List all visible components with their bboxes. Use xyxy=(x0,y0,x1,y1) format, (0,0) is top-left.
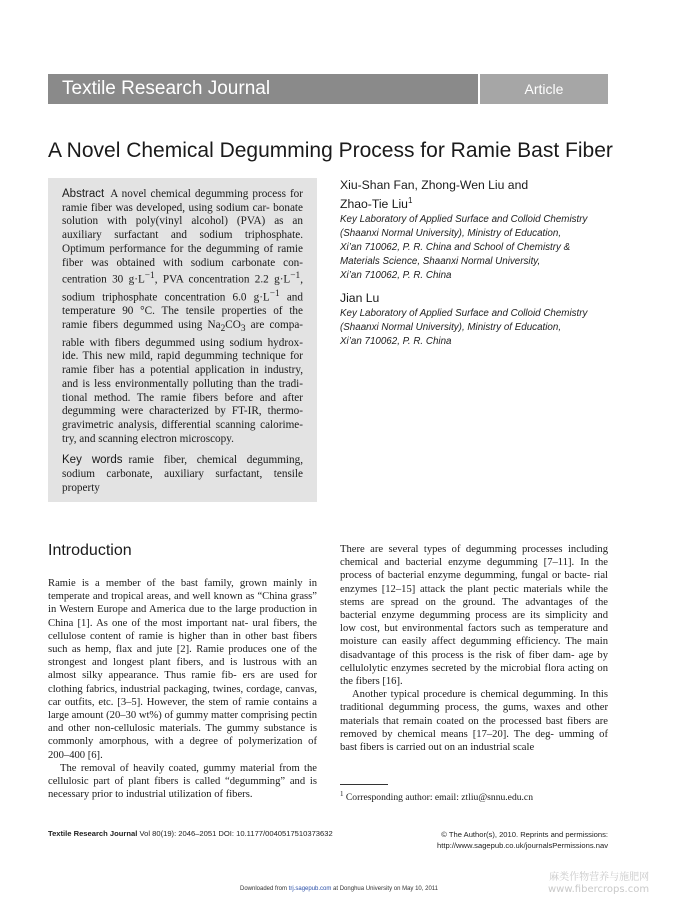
abstract-text-10: are compa- rable with fibers degummed using sodium hydrox- ide. This new mild, rapid degumming technique for ramie fiber has a potential application in industry, and is less environmentally polluting than the tradi- tional method. The ramie fibers before and after degumming were characterized by FT-IR, thermo- gravimetric analysis, differential scanning calorime- try, and scanning electron microscopy. xyxy=(62,318,304,445)
intro-column-2 xyxy=(340,543,608,754)
affiliation-line: Key Laboratory of Applied Surface and Colloid Chemistry xyxy=(340,308,588,319)
affiliation-line: Materials Science, Shaanxi Normal University, xyxy=(340,255,541,267)
abstract-text-3: Optimum performance for the degumming of ramie fiber was obtained with sodium carbonate con- xyxy=(62,242,303,269)
affiliation-line: Xi’an 710062, P. R. China and School of Chemistry & xyxy=(340,241,571,253)
abstract-text-5: , PVA concentration 2.2 g·L xyxy=(154,273,291,286)
corresponding-mark: 1 xyxy=(407,196,413,205)
abstract-text-6: , xyxy=(300,273,303,286)
citation-journal: Textile Research Journal xyxy=(48,829,138,838)
citation-details: Vol 80(19): 2046–2051 DOI: 10.1177/0040517510373632 xyxy=(137,829,333,838)
paragraph: Another typical procedure is chemical degumming. In this traditional degumming process, the gums, waxes and other materials that remain coated on the processed bast fibers are removed by chemical means [17–20]. The deg- umming of bast fibers is carried out on an industrial scale xyxy=(340,689,608,754)
abstract-label: Abstract xyxy=(62,188,105,200)
affiliation-line: (Shaanxi Normal University), Ministry of Education, xyxy=(340,321,562,333)
watermark xyxy=(548,872,649,896)
footnote-text: Corresponding author: email: ztliu@snnu.edu.cn xyxy=(345,792,533,804)
footnote xyxy=(340,788,533,804)
intro-column-1 xyxy=(48,577,317,801)
download-suffix: at Donghua University on May 10, 2011 xyxy=(331,886,439,892)
abstract-text-8: and temperature 90 °C. The tensile properties of the ramie fibers degummed using Na xyxy=(62,291,303,331)
affiliation-line: (Shaanxi Normal University), Ministry of Education, xyxy=(340,227,562,239)
paragraph: The removal of heavily coated, gummy material from the cellulosic part of plant fibers is called “degumming” and is necessary prior to industrial utilization of fibers. xyxy=(48,762,317,801)
keywords-text: ramie fiber, chemical degumming, sodium carbonate, auxiliary surfactant, tensile property xyxy=(62,454,303,494)
watermark-url: www.fibercrops.com xyxy=(548,884,650,895)
author-names-line-1: Xiu-Shan Fan, Zhong-Wen Liu and xyxy=(340,178,529,192)
author-names-line-2: Zhao-Tie Liu xyxy=(340,197,408,212)
rights-text: © The Author(s), 2010. Reprints and permissions: xyxy=(441,830,608,839)
abstract-text-7: sodium triphosphate concentration 6.0 g·L xyxy=(62,291,270,304)
watermark-cn: 麻类作物营养与施肥网 xyxy=(549,872,650,883)
article-type-label: Article xyxy=(524,81,564,97)
abstract-text-1: A novel chemical degumming process for ramie fiber was developed, using sodium car- xyxy=(62,188,303,214)
subscript: 2 xyxy=(220,324,226,335)
keywords-label: Key words xyxy=(62,454,123,467)
rights-block xyxy=(408,829,608,851)
abstract-text-2: bonate solution with poly(vinyl alcohol) (PVA) as an auxiliary surfactant and sodium triphosphate. xyxy=(62,201,303,242)
paragraph: There are several types of degumming processes including chemical and bacterial enzyme degumming [7–11]. In the process of bacterial enzyme degumming, fungal or bacte- rial enzymes [12–15] attack the plant pectic materials while the stems are spread on the ground. The advantages of the bacterial enzyme degumming process are its simplicity and low cost, but environmental factors such as temperature and moisture can easily affect degumming efficiency. The main disadvantage of this process is the risk of fiber dam- age by cellulolytic enzymes secreted by the microbial flora acting on the fibers [16]. xyxy=(340,544,608,688)
journal-name: Textile Research Journal xyxy=(62,78,271,99)
abstract-body xyxy=(62,188,303,446)
affiliation-2 xyxy=(340,307,608,349)
superscript: −1 xyxy=(290,271,301,282)
affiliation-line: Key Laboratory of Applied Surface and Colloid Chemistry xyxy=(340,214,588,226)
subscript: 3 xyxy=(240,324,246,335)
keywords-block xyxy=(62,454,303,495)
affiliation-line: Xi’an 710062, P. R. China xyxy=(340,335,452,347)
author-block-2 xyxy=(340,290,608,349)
superscript: −1 xyxy=(144,271,155,282)
author-block-1 xyxy=(340,177,608,283)
abstract-text-4: centration 30 g·L xyxy=(62,273,145,286)
permissions-link[interactable]: http://www.sagepub.co.uk/journalsPermissions.nav xyxy=(437,841,608,850)
footnote-mark: 1 xyxy=(340,790,344,798)
abstract-text-9: CO xyxy=(225,318,241,331)
affiliation-line: Xi’an 710062, P. R. China xyxy=(340,269,452,281)
download-link[interactable]: trj.sagepub.com xyxy=(288,886,332,892)
affiliation-1 xyxy=(340,213,608,283)
section-heading-introduction: Introduction xyxy=(48,542,132,559)
article-type-banner xyxy=(480,74,608,104)
abstract-box xyxy=(48,178,317,502)
journal-banner xyxy=(48,74,478,104)
citation-line xyxy=(48,829,333,838)
paper-title: A Novel Chemical Degumming Process for Ramie Bast Fiber xyxy=(48,139,613,162)
author-names xyxy=(340,177,608,212)
download-prefix: Downloaded from xyxy=(239,886,289,892)
author-name-lu: Jian Lu xyxy=(340,291,380,305)
superscript: −1 xyxy=(269,288,280,299)
footnote-divider xyxy=(340,784,388,785)
paragraph: Ramie is a member of the bast family, grown mainly in temperate and tropical areas, and well known as “China grass” in Western Europe and America due to the large production in China [1]. As one of the most important nat- ural fibers, the cellulose content of ramie is higher than in other bast fibers such as hemp, flax and jute [2]. Ramie produces one of the strongest and longest plant fibers, and is lustrous with an almost silky appearance. Thus ramie fib- ers are used for clothing fabrics, industrial packaging, twines, cordage, canvas, car outfits, etc. [3–5]. However, the stem of ramie contains a large amount (20–30 wt%) of gummy matter comprising pectin and other non-cellulosic materials. The gummy substance is commonly amorphous, with a degree of polymerization of 200–400 [6]. xyxy=(48,578,317,761)
